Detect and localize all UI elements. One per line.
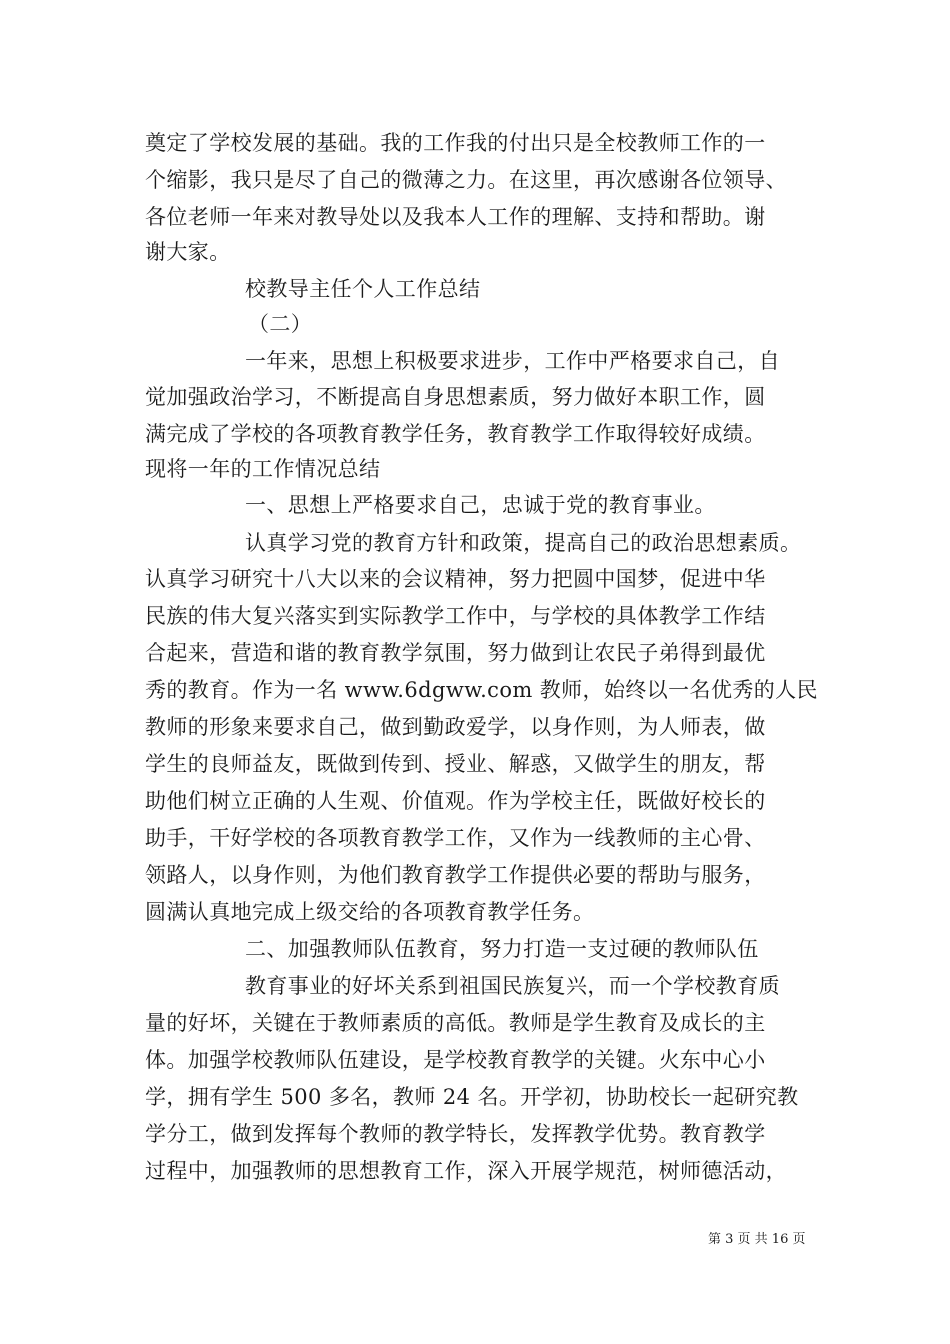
- body-line: 学生的良师益友，既做到传到、授业、解惑，又做学生的朋友，帮: [145, 752, 766, 776]
- body-line: 奠定了学校发展的基础。我的工作我的付出只是全校教师工作的一: [145, 131, 766, 155]
- body-line: 领路人，以身作则，为他们教育教学工作提供必要的帮助与服务，: [145, 863, 766, 887]
- paragraph-first-line: 认真学习党的教育方针和政策，提高自己的政治思想素质。: [245, 531, 802, 555]
- body-line: 民族的伟大复兴落实到实际教学工作中，与学校的具体教学工作结: [145, 604, 766, 628]
- body-line: 认真学习研究十八大以来的会议精神，努力把圆中国梦，促进中华: [145, 567, 766, 591]
- body-line: 满完成了学校的各项教育教学任务，教育教学工作取得较好成绩。: [145, 422, 766, 446]
- body-line: 个缩影，我只是尽了自己的微薄之力。在这里，再次感谢各位领导、: [145, 168, 787, 192]
- body-line: 秀的教育。作为一名 www.6dgww.com 教师，始终以一名优秀的人民: [145, 678, 818, 702]
- section-title: 校教导主任个人工作总结: [245, 277, 481, 301]
- body-line: 助手，干好学校的各项教育教学工作，又作为一线教师的主心骨、: [145, 826, 766, 850]
- body-line: 学分工，做到发挥每个教师的教学特长，发挥教学优势。教育教学: [145, 1122, 766, 1146]
- body-line: 现将一年的工作情况总结: [145, 457, 381, 481]
- body-line: 量的好坏，关键在于教师素质的高低。教师是学生教育及成长的主: [145, 1011, 766, 1035]
- page-number-footer: 第 3 页 共 16 页: [708, 1232, 806, 1247]
- body-line: 体。加强学校教师队伍建设，是学校教育教学的关键。火东中心小: [145, 1048, 766, 1072]
- body-line: 过程中，加强教师的思想教育工作，深入开展学规范，树师德活动，: [145, 1159, 787, 1183]
- paragraph-first-line: 教育事业的好坏关系到祖国民族复兴，而一个学校教育质: [245, 974, 780, 998]
- body-line: 助他们树立正确的人生观、价值观。作为学校主任，既做好校长的: [145, 789, 766, 813]
- body-line: 合起来，营造和谐的教育教学氛围，努力做到让农民子弟得到最优: [145, 641, 766, 665]
- body-line: 觉加强政治学习，不断提高自身思想素质，努力做好本职工作，圆: [145, 385, 766, 409]
- heading-line: 一、思想上严格要求自己，忠诚于党的教育事业。: [245, 493, 716, 517]
- body-line: 各位老师一年来对教导处以及我本人工作的理解、支持和帮助。谢: [145, 205, 766, 229]
- heading-line: 二、加强教师队伍教育，努力打造一支过硬的教师队伍: [245, 937, 759, 961]
- body-line: 教师的形象来要求自己，做到勤政爱学，以身作则，为人师表，做: [145, 715, 766, 739]
- section-subtitle: （二）: [248, 312, 313, 336]
- body-line: 谢大家。: [145, 240, 231, 264]
- body-line: 圆满认真地完成上级交给的各项教育教学任务。: [145, 900, 595, 924]
- paragraph-first-line: 一年来，思想上积极要求进步，工作中严格要求自己，自: [245, 349, 780, 373]
- body-line: 学，拥有学生 500 多名，教师 24 名。开学初，协助校长一起研究教: [145, 1085, 799, 1109]
